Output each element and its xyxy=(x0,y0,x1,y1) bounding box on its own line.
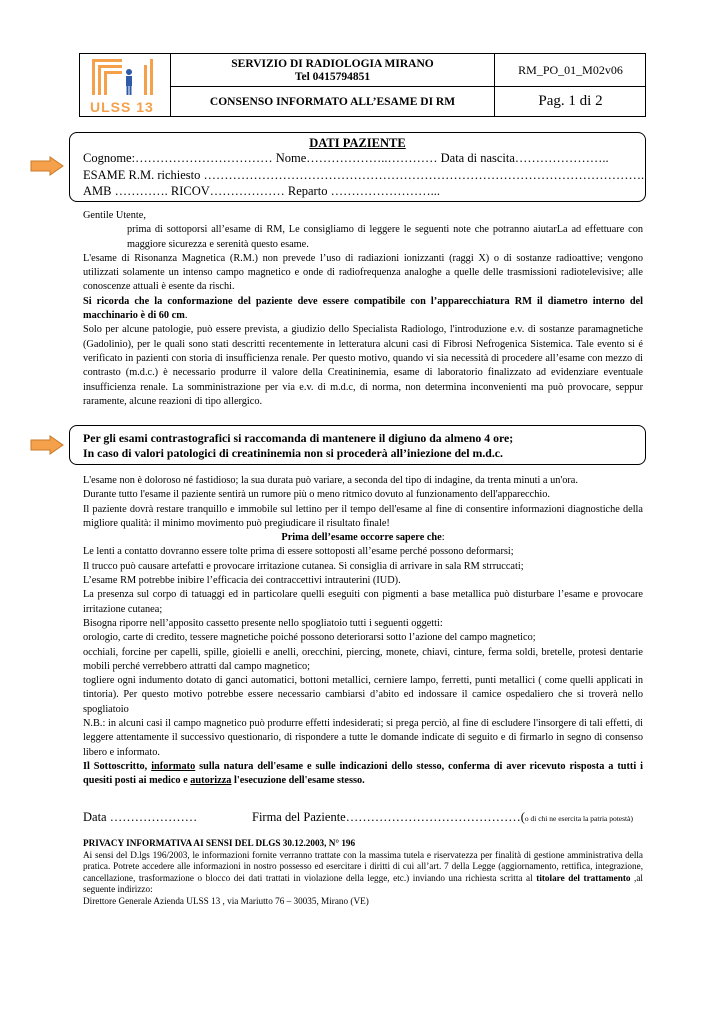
document-title: CONSENSO INFORMATO ALL’ESAME DI RM xyxy=(209,96,456,108)
contrast-info: Solo per alcune patologie, può essere prevista, a giudizio dello Specialista Radiologo, l'introduzione e.v. di sostanze paramagnetiche (Gadolinio), per le quali sono stati descritti recentemente in letteratura alcuni casi di Fibrosi Nefrogenica Sistemica. Tale evento si é verificato in pazienti con storia di insufficienza renale. Per questo motivo, quando vi sia necessità di procedere all’esame con mezzo di contrasto (m.d.c.) è necessario produrre il valore della Creatininemia, esame di laboratorio finalizzato ad evidenziare eventuale insufficienza renale. La somministrazione per via e.v. di m.d.c, di norma, non determina inconvenienti ma può provocare, seppur raramente, alcune reazioni di tipo allergico. xyxy=(83,324,643,407)
document-code: RM_PO_01_M02v06 xyxy=(518,63,623,77)
makeup-note: Il trucco può causare artefatti e provocare irritazione cutanea. Si consiglia di arrivare in sala RM strruccati; xyxy=(83,560,524,572)
document-header xyxy=(79,53,646,117)
iud-note: L’esame RM potrebbe inibire l’efficacia dei contraccettivi intrauterini (IUD). xyxy=(83,575,401,587)
exam-noise: Durante tutto l'esame il paziente sentirà un rumore più o meno ritmico dovuto al funzionamento dell'apparecchio. xyxy=(83,489,550,501)
date-field[interactable]: Data ………………… xyxy=(83,810,198,824)
patient-name-line[interactable]: Cognome:…………………………… Nome………………..………… Data di nascita………………….. xyxy=(83,151,609,165)
locker-note: Bisogna riporre nell’apposito cassetto presente nello spogliatoio tutti i seguenti oggetti: xyxy=(83,617,443,629)
privacy-text: Ai sensi del D.lgs 196/2003, le informazioni fornite verranno trattate con la massima tutela e riservatezza per finalità di gestione amministrativa della pratica. Potrete accedere alle informazioni in nostro possesso ed esercitare i diritti di cui all’art. 7 della Legge (aggiornamento, rettifica, integrazione, cancellazione, trasformazione o blocco dei dati trattati in violazione della legge, etc.) inviando una richiesta scritta al titolare del trattamento ,al seguente indirizzo: xyxy=(83,849,643,894)
contrast-warning-box xyxy=(69,425,646,465)
intro-paragraph: prima di sottoporsi all’esame di RM, Le consigliamo di leggere le seguenti note che potranno aiutarLa ad effettuare con maggiore sicurezza e serenità questo esame. xyxy=(127,224,643,250)
service-name: SERVIZIO DI RADIOLOGIA MIRANO xyxy=(231,58,434,70)
creatinine-warning: In caso di valori patologici di creatininemia non si procederà all’iniezione del m.d.c. xyxy=(83,446,503,460)
tattoo-note: La presenza sul corpo di tatuaggi ed in particolare quelli eseguiti con pigmenti a base metallica può disturbare l’esame e provocare irritazione cutanea; xyxy=(83,589,643,615)
ward-line[interactable]: AMB …………. RICOV……………… Reparto ……………………... xyxy=(83,184,440,198)
nb-note: N.B.: in alcuni casi il campo magnetico può produrre effetti indesiderati; si prega perciò, al fine di escludere l'insorgere di tali effetti, di leggere attentamente il successivo questionario, di rispondere a tutte le domande indicate di seguito e di firmarlo in segno di consenso libero e informato. xyxy=(83,718,643,758)
patient-signature-field[interactable]: Firma del Paziente……………………………………(o di chi ne esercita la patria potestà) xyxy=(252,810,633,824)
metal-objects-note: occhiali, forcine per capelli, spille, gioielli e anelli, orecchini, piercing, monete, chiavi, cinture, ferma soldi, bretelle, protesi dentarie mobili perché verrebbero attratti dal campo magnetico; xyxy=(83,646,643,672)
exam-requested-line[interactable]: ESAME R.M. richiesto ……………………………………………………………………………………………. xyxy=(83,168,645,182)
clothing-note: togliere ogni indumento dotato di ganci automatici, bottoni metallici, cerniere lampo, ferretti, punti metallici ( come quelli applicati in tintoria). Per questo motivo potrebbe essere necessario cambiarsi d’abito ed indossare il camice ospedaliero che si troverà nello spogliatoio xyxy=(83,675,643,715)
rm-description: L'esame di Risonanza Magnetica (R.M.) non prevede l’uso di radiazioni ionizzanti (raggi X) o di sostanze radioattive; vengono utilizzati solamente un intenso campo magnetico e onde di radiofrequenza analoghe a quelle delle trasmissioni radiotelevisive; alle conoscenze attuali è esente da rischi. xyxy=(83,252,643,293)
service-name-block xyxy=(171,58,494,84)
contact-lenses-note: Le lenti a contatto dovranno essere tolte prima di essere sottoposti all’esame perché possono deformarsi; xyxy=(83,546,514,558)
privacy-section xyxy=(83,838,643,907)
arrow-right-icon xyxy=(30,435,64,455)
privacy-title: PRIVACY INFORMATIVA AI SENSI DEL DLGS 30.12.2003, N° 196 xyxy=(83,838,356,848)
page-number: Pag. 1 di 2 xyxy=(538,93,603,109)
exam-info-section xyxy=(83,474,643,789)
exam-immobility: Il paziente dovrà restare tranquillo e immobile sul lettino per il tempo dell'esame al fine di consentire informazioni diagnostiche della migliore qualità: il minimo movimento può pregiudicare il risultato finale! xyxy=(83,503,643,529)
arrow-right-icon xyxy=(30,156,64,176)
machine-diameter-note: Si ricorda che la conformazione del paziente deve essere compatibile con l’apparecchiatura RM il diametro interno del macchinario è di 60 cm. xyxy=(83,295,643,322)
intro-section xyxy=(83,209,643,409)
service-phone: Tel 0415794851 xyxy=(294,71,371,83)
consent-declaration: Il Sottoscritto, informato sulla natura dell'esame e sulle indicazioni dello stesso, conferma di aver ricevuto risposta a tutti i quesiti posti ai medico e autorizza l'esecuzione dell'esame stesso. xyxy=(83,760,643,787)
before-exam-heading: Prima dell’esame occorre sapere che: xyxy=(281,532,445,544)
exam-duration: L'esame non è doloroso né fastidioso; la sua durata può variare, a seconda del tipo di indagine, da trenta minuti a un'ora. xyxy=(83,475,578,486)
logo-text: ULSS 13 xyxy=(90,99,154,115)
greeting: Gentile Utente, xyxy=(83,210,146,221)
ulss-logo xyxy=(84,57,166,113)
patient-data-title: DATI PAZIENTE xyxy=(309,136,406,150)
fasting-warning: Per gli esami contrastografici si raccomanda di mantenere il digiuno da almeno 4 ore; xyxy=(83,431,514,445)
watch-cards-note: orologio, carte di credito, tessere magnetiche poiché possono deteriorarsi sotto l’azione del campo magnetico; xyxy=(83,632,536,644)
patient-data-box xyxy=(69,132,646,202)
privacy-address: Direttore Generale Azienda ULSS 13 , via Mariutto 76 – 30035, Mirano (VE) xyxy=(83,895,369,906)
